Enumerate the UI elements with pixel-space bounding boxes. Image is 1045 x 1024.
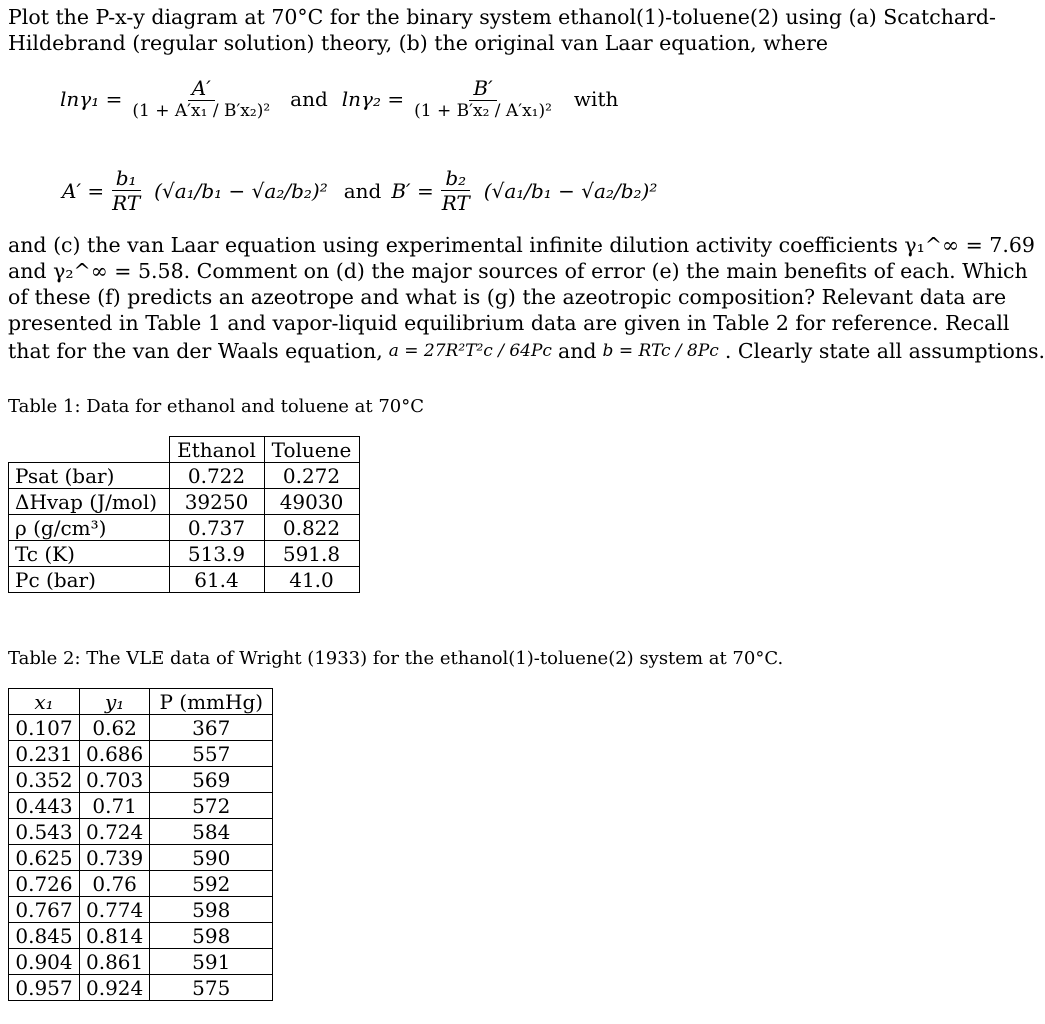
cell-y1: 0.62 (80, 715, 150, 741)
table-2-header-x1: x₁ (9, 689, 80, 715)
cell-p: 591 (150, 949, 273, 975)
cell-x1: 0.726 (9, 871, 80, 897)
cell-x1: 0.352 (9, 767, 80, 793)
cell-y1: 0.861 (80, 949, 150, 975)
eq1-den-2: (1 + B′x₂ / A′x₁)² (414, 101, 552, 121)
row-label: Pc (bar) (9, 567, 170, 593)
cell-ethanol: 61.4 (169, 567, 264, 593)
table-row (9, 515, 360, 541)
body-line-5-a: that for the van der Waals equation, (8, 339, 383, 363)
eq2-coef-a-den: RT (112, 191, 141, 215)
cell-p: 575 (150, 975, 273, 1001)
table-1-header-ethanol: Ethanol (169, 437, 264, 463)
eq1-den-1: (1 + A′x₁ / B′x₂)² (132, 101, 271, 121)
eq2-coef-a-num: b₁ (112, 166, 141, 191)
table-2-header-p: P (mmHg) (150, 689, 273, 715)
row-label: Tc (K) (9, 541, 170, 567)
cell-p: 592 (150, 871, 273, 897)
table-row (9, 897, 273, 923)
cell-y1: 0.739 (80, 845, 150, 871)
cell-y1: 0.686 (80, 741, 150, 767)
cell-p: 572 (150, 793, 273, 819)
table-row (9, 463, 360, 489)
table-2 (8, 688, 273, 1001)
cell-x1: 0.904 (9, 949, 80, 975)
table-row (9, 715, 273, 741)
cell-p: 557 (150, 741, 273, 767)
cell-x1: 0.767 (9, 897, 80, 923)
cell-ethanol: 0.722 (169, 463, 264, 489)
cell-toluene: 41.0 (264, 567, 359, 593)
table-row (9, 741, 273, 767)
cell-y1: 0.814 (80, 923, 150, 949)
table-2-header-row (9, 689, 273, 715)
cell-p: 598 (150, 923, 273, 949)
eq2-and: and (343, 178, 382, 203)
cell-x1: 0.957 (9, 975, 80, 1001)
cell-toluene: 591.8 (264, 541, 359, 567)
cell-ethanol: 513.9 (169, 541, 264, 567)
table-row (9, 819, 273, 845)
row-label: ΔHvap (J/mol) (9, 489, 170, 515)
table-row (9, 567, 360, 593)
cell-y1: 0.76 (80, 871, 150, 897)
eq2-coef-b (438, 166, 474, 215)
eq2-lhs-a: A′ = (62, 178, 105, 203)
cell-x1: 0.845 (9, 923, 80, 949)
intro-line-2: Hildebrand (regular solution) theory, (b) the original van Laar equation, where (8, 31, 829, 55)
table-1-caption: Table 1: Data for ethanol and toluene at 70°C (8, 396, 424, 417)
cell-x1: 0.443 (9, 793, 80, 819)
eq1-lhs-2: lnγ₂ = (341, 86, 405, 111)
table-row (9, 541, 360, 567)
equation-a-b (62, 166, 663, 215)
cell-p: 569 (150, 767, 273, 793)
table-1-header-row (9, 437, 360, 463)
eq2-paren-b: (√a₁/b₁ − √a₂/b₂)² (483, 178, 658, 203)
eq2-paren-a: (√a₁/b₁ − √a₂/b₂)² (154, 178, 328, 203)
eq1-with: with (573, 86, 619, 111)
cell-ethanol: 39250 (169, 489, 264, 515)
table-row (9, 975, 273, 1001)
eq2-coef-b-num: b₂ (441, 166, 470, 191)
body-line-5-e: . Clearly state all assumptions. (724, 339, 1045, 363)
cell-y1: 0.703 (80, 767, 150, 793)
table-row (9, 767, 273, 793)
eq2-lhs-b: B′ = (391, 178, 434, 203)
cell-x1: 0.625 (9, 845, 80, 871)
body-line-5-c: and (557, 339, 597, 363)
cell-p: 598 (150, 897, 273, 923)
eq1-and: and (290, 86, 328, 111)
table-row (9, 845, 273, 871)
table-row (9, 949, 273, 975)
table-row (9, 793, 273, 819)
cell-x1: 0.107 (9, 715, 80, 741)
table-row (9, 871, 273, 897)
cell-x1: 0.543 (9, 819, 80, 845)
vdw-b-formula: b = RTc / 8Pc (602, 341, 719, 361)
cell-toluene: 0.822 (264, 515, 359, 541)
cell-y1: 0.71 (80, 793, 150, 819)
cell-y1: 0.774 (80, 897, 150, 923)
cell-x1: 0.231 (9, 741, 80, 767)
cell-toluene: 49030 (264, 489, 359, 515)
intro-line-1: Plot the P-x-y diagram at 70°C for the binary system ethanol(1)-toluene(2) using (a) Scatchard- (8, 5, 996, 29)
table-row (9, 923, 273, 949)
eq1-num-2: B′ (469, 76, 496, 101)
cell-y1: 0.924 (80, 975, 150, 1001)
table-row (9, 489, 360, 515)
cell-y1: 0.724 (80, 819, 150, 845)
table-1 (8, 436, 360, 593)
eq2-coef-a (108, 166, 144, 215)
table-2-caption: Table 2: The VLE data of Wright (1933) for the ethanol(1)-toluene(2) system at 70°C. (8, 648, 784, 669)
vdw-a-formula: a = 27R²T²c / 64Pc (388, 341, 552, 361)
body-line-5 (8, 338, 1045, 364)
cell-p: 584 (150, 819, 273, 845)
body-line-4: presented in Table 1 and vapor-liquid equilibrium data are given in Table 2 for reference. Recall (8, 311, 1010, 335)
cell-ethanol: 0.737 (169, 515, 264, 541)
eq1-fraction-2 (410, 76, 556, 121)
table-1-header-toluene: Toluene (264, 437, 359, 463)
row-label: ρ (g/cm³) (9, 515, 170, 541)
eq2-coef-b-den: RT (441, 191, 470, 215)
cell-p: 590 (150, 845, 273, 871)
cell-p: 367 (150, 715, 273, 741)
table-2-header-y1: y₁ (80, 689, 150, 715)
body-line-2: and γ₂^∞ = 5.58. Comment on (d) the major sources of error (e) the main benefits of each. Which (8, 259, 1028, 283)
table-1-corner (9, 437, 170, 463)
eq1-fraction-1 (128, 76, 274, 121)
eq1-num-1: A′ (188, 76, 215, 101)
eq1-lhs-1: lnγ₁ = (60, 86, 123, 111)
equation-gamma (60, 76, 618, 121)
body-line-1: and (c) the van Laar equation using experimental infinite dilution activity coefficients γ₁^∞ = 7.69 (8, 233, 1035, 257)
row-label: Psat (bar) (9, 463, 170, 489)
cell-toluene: 0.272 (264, 463, 359, 489)
body-line-3: of these (f) predicts an azeotrope and what is (g) the azeotropic composition? Relevant data are (8, 285, 1007, 309)
